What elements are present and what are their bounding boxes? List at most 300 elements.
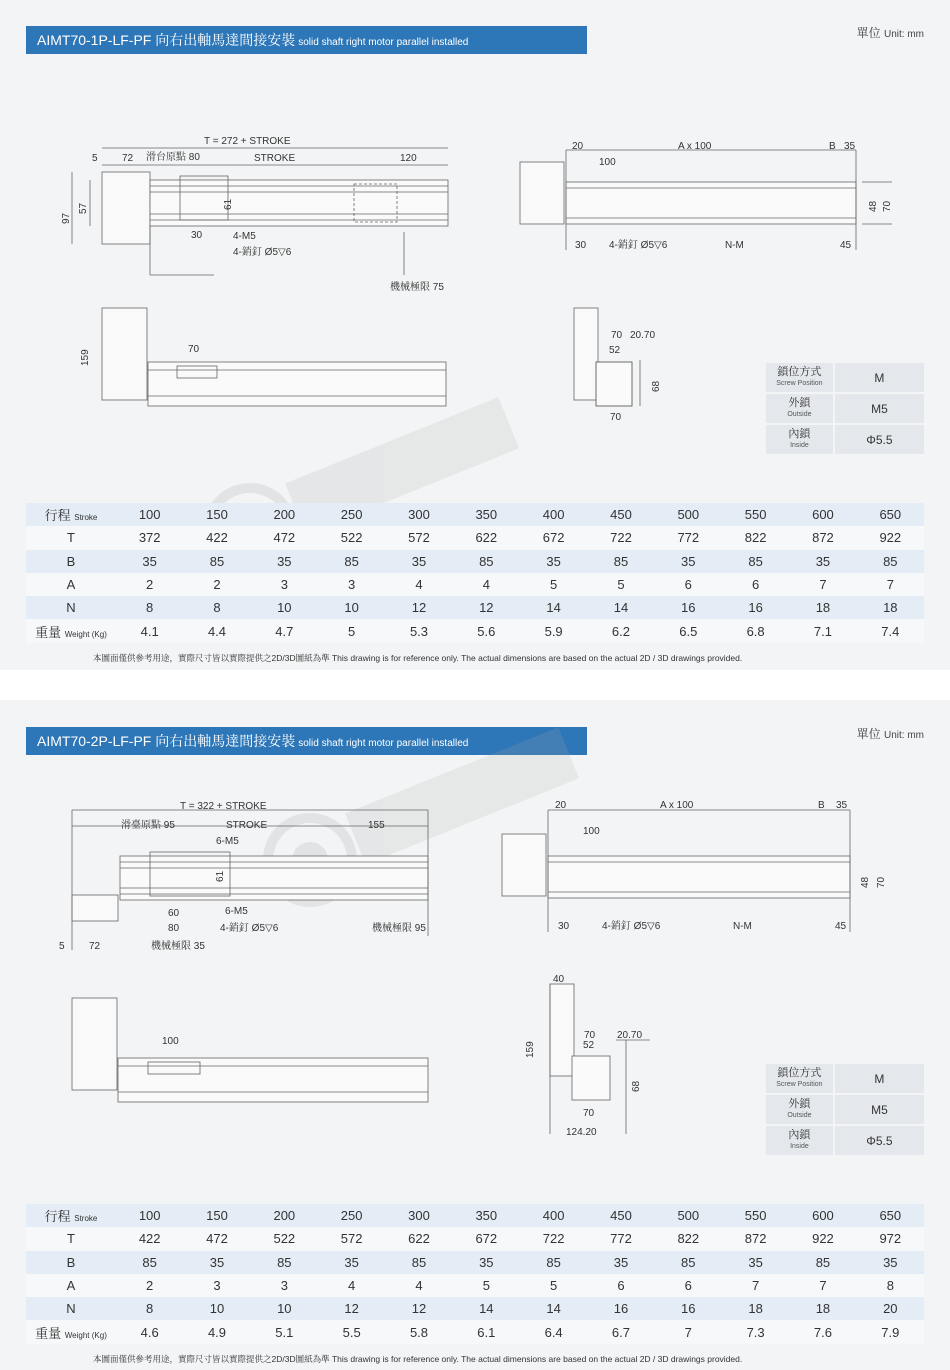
spec-cell: 622 xyxy=(385,1227,452,1250)
dim-end-70: 70 xyxy=(584,1030,596,1041)
spec-cell: 522 xyxy=(318,526,385,549)
spec-cell: 8 xyxy=(116,1297,183,1320)
dim-6-m5: 6-M5 xyxy=(216,836,239,847)
spec-cell: 6.7 xyxy=(587,1320,654,1343)
screw-row xyxy=(766,394,924,423)
dim-side-100: 100 xyxy=(162,1036,179,1047)
screw-label-en: Inside xyxy=(790,441,809,449)
dim-5: 5 xyxy=(92,153,98,164)
spec-cell: 4 xyxy=(385,1274,452,1297)
spec-cell: 4.6 xyxy=(116,1320,183,1343)
spec-row-header xyxy=(26,1251,116,1274)
screw-label-en: Outside xyxy=(787,410,812,418)
spec-cell: 5 xyxy=(587,573,654,596)
dim-t-formula: T = 272 + STROKE xyxy=(204,136,291,147)
spec-cell: 6.2 xyxy=(587,619,654,642)
screw-value: M5 xyxy=(833,394,924,423)
spec-cell: 85 xyxy=(453,550,520,573)
spec-cell: 672 xyxy=(453,1227,520,1250)
spec-cell: 7 xyxy=(857,573,924,596)
spec-cell: 20 xyxy=(857,1297,924,1320)
screw-value: M xyxy=(833,1064,924,1093)
spec-cell: 6.1 xyxy=(453,1320,520,1343)
spec-row-header xyxy=(26,1274,116,1297)
dim-r-35: 35 xyxy=(844,141,856,152)
dim-end-40: 40 xyxy=(553,974,565,985)
screw-value: Φ5.5 xyxy=(833,1126,924,1155)
spec-cell: 35 xyxy=(587,1251,654,1274)
screw-label xyxy=(766,425,833,454)
unit-zh: 單位 xyxy=(856,727,881,741)
dim-5: 5 xyxy=(59,941,65,952)
screw-value: M xyxy=(833,363,924,392)
side-view xyxy=(72,998,428,1102)
spec-cell: 7 xyxy=(789,1274,856,1297)
spec-row-header-zh: A xyxy=(66,1278,76,1294)
spec-cell: 8 xyxy=(857,1274,924,1297)
spec-cell: 550 xyxy=(722,1204,789,1227)
dim-120: 120 xyxy=(400,153,417,164)
spec-cell: 472 xyxy=(251,526,318,549)
side-view xyxy=(102,308,446,406)
spec-cell: 400 xyxy=(520,503,587,526)
dim-57: 57 xyxy=(78,202,89,214)
spec-cell: 85 xyxy=(520,1251,587,1274)
spec-table xyxy=(26,503,924,643)
spec-row-header-zh: T xyxy=(67,530,75,546)
spec-row xyxy=(26,619,924,642)
dim-97: 97 xyxy=(61,212,72,224)
screw-label-en: Inside xyxy=(790,1142,809,1150)
spec-row-header-zh: 行程 xyxy=(44,1209,71,1225)
spec-row-header xyxy=(26,619,116,642)
dim-nm: N-M xyxy=(733,921,752,932)
spec-cell: 4 xyxy=(453,573,520,596)
spec-cell: 450 xyxy=(587,503,654,526)
end-view xyxy=(550,984,650,1134)
unit-zh: 單位 xyxy=(856,26,881,40)
spec-cell: 772 xyxy=(655,526,722,549)
spec-cell: 872 xyxy=(789,526,856,549)
spec-cell: 300 xyxy=(385,1204,452,1227)
spec-cell: 4.1 xyxy=(116,619,183,642)
front-view xyxy=(502,810,850,932)
spec-cell: 14 xyxy=(453,1297,520,1320)
dim-61: 61 xyxy=(215,870,226,882)
dim-mech-limit-35: 機械極限 35 xyxy=(151,941,205,952)
spec-cell: 85 xyxy=(587,550,654,573)
spec-cell: 35 xyxy=(183,1251,250,1274)
spec-cell: 85 xyxy=(318,550,385,573)
spec-cell: 5.1 xyxy=(251,1320,318,1343)
spec-cell: 35 xyxy=(520,550,587,573)
screw-row xyxy=(766,1064,924,1093)
spec-cell: 85 xyxy=(116,1251,183,1274)
dim-r-30: 30 xyxy=(558,921,570,932)
spec-cell: 572 xyxy=(318,1227,385,1250)
spec-cell: 7.6 xyxy=(789,1320,856,1343)
spec-cell: 100 xyxy=(116,503,183,526)
spec-cell: 7 xyxy=(655,1320,722,1343)
spec-row-header-zh: N xyxy=(66,600,76,616)
screw-position-table xyxy=(766,361,924,456)
spec-cell: 7.4 xyxy=(857,619,924,642)
spec-cell: 16 xyxy=(722,596,789,619)
spec-row-header-zh: A xyxy=(66,577,76,593)
spec-cell: 650 xyxy=(857,503,924,526)
spec-cell: 6 xyxy=(655,1274,722,1297)
spec-cell: 7 xyxy=(789,573,856,596)
spec-row-header xyxy=(26,573,116,596)
dim-80: 80 xyxy=(168,923,180,934)
disclaimer-note: 本圖面僅供參考用途，實際尺寸皆以實際提供之2D/3D圖紙為準 This drawing is for reference only. The actual dimensions are based on the actual 2D / 3D drawings provided. xyxy=(93,653,743,663)
spec-row-header xyxy=(26,596,116,619)
spec-cell: 4.7 xyxy=(251,619,318,642)
spec-cell: 85 xyxy=(183,550,250,573)
spec-row-header-zh: N xyxy=(66,1301,76,1317)
spec-row xyxy=(26,1227,924,1250)
spec-cell: 4 xyxy=(385,573,452,596)
spec-cell: 500 xyxy=(655,503,722,526)
dim-stroke: STROKE xyxy=(254,153,296,164)
spec-row xyxy=(26,526,924,549)
dim-r-pin: 4-銷釘 Ø5▽6 xyxy=(609,240,668,251)
spec-cell: 12 xyxy=(453,596,520,619)
spec-row-header-en: Stroke xyxy=(74,1214,98,1224)
spec-row-header xyxy=(26,550,116,573)
spec-row-header xyxy=(26,1320,116,1343)
spec-cell: 350 xyxy=(453,503,520,526)
dim-slider-origin: 滑台原點 80 xyxy=(146,152,200,163)
spec-cell: 722 xyxy=(520,1227,587,1250)
spec-cell: 600 xyxy=(789,503,856,526)
spec-cell: 150 xyxy=(183,503,250,526)
spec-cell: 200 xyxy=(251,503,318,526)
spec-cell: 5 xyxy=(453,1274,520,1297)
screw-label-en: Screw Position xyxy=(776,1080,823,1088)
dim-side-70: 70 xyxy=(188,344,200,355)
spec-cell: 35 xyxy=(116,550,183,573)
dim-mech-limit: 機械極限 75 xyxy=(390,282,444,293)
dim-61: 61 xyxy=(223,198,234,210)
spec-cell: 7.3 xyxy=(722,1320,789,1343)
screw-label xyxy=(766,1095,833,1124)
spec-cell: 12 xyxy=(385,596,452,619)
spec-cell: 822 xyxy=(655,1227,722,1250)
spec-cell: 18 xyxy=(789,1297,856,1320)
spec-cell: 400 xyxy=(520,1204,587,1227)
spec-cell: 2 xyxy=(116,573,183,596)
spec-cell: 10 xyxy=(183,1297,250,1320)
dim-end-12420: 124.20 xyxy=(566,1127,597,1138)
spec-row xyxy=(26,1297,924,1320)
spec-cell: 572 xyxy=(385,526,452,549)
dim-nm: N-M xyxy=(725,240,744,251)
spec-cell: 35 xyxy=(251,550,318,573)
screw-label-en: Screw Position xyxy=(776,379,823,387)
dim-r-100: 100 xyxy=(599,157,616,168)
dim-end-52: 52 xyxy=(609,345,621,356)
spec-cell: 422 xyxy=(183,526,250,549)
spec-cell: 3 xyxy=(251,1274,318,1297)
spec-row xyxy=(26,596,924,619)
spec-cell: 672 xyxy=(520,526,587,549)
dim-r-45: 45 xyxy=(835,921,847,932)
spec-cell: 150 xyxy=(183,1204,250,1227)
spec-cell: 822 xyxy=(722,526,789,549)
dim-60: 60 xyxy=(168,908,180,919)
spec-row-header xyxy=(26,1204,116,1227)
spec-cell: 85 xyxy=(789,1251,856,1274)
spec-row-header-en: Stroke xyxy=(74,513,98,523)
spec-cell: 14 xyxy=(520,596,587,619)
dim-r-pin: 4-銷釘 Ø5▽6 xyxy=(602,921,661,932)
spec-cell: 2 xyxy=(116,1274,183,1297)
spec-cell: 5.9 xyxy=(520,619,587,642)
screw-label-zh: 鎖位方式 xyxy=(777,365,822,378)
dim-155: 155 xyxy=(368,820,385,831)
dim-end-159: 159 xyxy=(525,1041,536,1058)
spec-cell: 85 xyxy=(251,1251,318,1274)
spec-cell: 35 xyxy=(655,550,722,573)
dim-stroke: STROKE xyxy=(226,820,268,831)
spec-row-header-zh: 重量 xyxy=(35,624,62,640)
dim-r-20: 20 xyxy=(572,141,584,152)
spec-cell: 500 xyxy=(655,1204,722,1227)
dim-side-159: 159 xyxy=(80,349,91,366)
title-sub: solid shaft right motor parallel installed xyxy=(298,37,469,48)
spec-row xyxy=(26,1251,924,1274)
spec-cell: 550 xyxy=(722,503,789,526)
screw-label-zh: 內鎖 xyxy=(788,427,811,440)
title-main: AIMT70-2P-LF-PF 向右出軸馬達間接安裝 xyxy=(37,733,296,749)
spec-cell: 12 xyxy=(318,1297,385,1320)
dim-t-formula: T = 322 + STROKE xyxy=(180,801,267,812)
spec-cell: 12 xyxy=(385,1297,452,1320)
spec-cell: 872 xyxy=(722,1227,789,1250)
spec-cell: 600 xyxy=(789,1204,856,1227)
spec-cell: 10 xyxy=(251,596,318,619)
dim-30: 30 xyxy=(191,230,203,241)
end-view xyxy=(574,308,640,406)
dim-r-45: 45 xyxy=(840,240,852,251)
spec-cell: 14 xyxy=(520,1297,587,1320)
screw-row xyxy=(766,425,924,454)
dim-end-2070: 20.70 xyxy=(617,1030,643,1041)
spec-cell: 250 xyxy=(318,1204,385,1227)
section-1 xyxy=(0,0,950,670)
dim-b: B xyxy=(818,800,825,811)
screw-position-table xyxy=(766,1062,924,1157)
dim-end-70b: 70 xyxy=(610,412,622,423)
spec-cell: 4.4 xyxy=(183,619,250,642)
spec-cell: 3 xyxy=(251,573,318,596)
dim-72: 72 xyxy=(89,941,101,952)
spec-cell: 85 xyxy=(722,550,789,573)
spec-row xyxy=(26,573,924,596)
title-main: AIMT70-1P-LF-PF 向右出軸馬達間接安裝 xyxy=(37,32,296,48)
spec-cell: 5 xyxy=(520,573,587,596)
spec-row xyxy=(26,1274,924,1297)
unit-en: Unit: mm xyxy=(884,29,924,40)
spec-cell: 522 xyxy=(251,1227,318,1250)
spec-cell: 35 xyxy=(722,1251,789,1274)
spec-cell: 3 xyxy=(318,573,385,596)
spec-cell: 35 xyxy=(857,1251,924,1274)
spec-cell: 6.8 xyxy=(722,619,789,642)
spec-cell: 5.5 xyxy=(318,1320,385,1343)
spec-cell: 450 xyxy=(587,1204,654,1227)
dim-r-100: 100 xyxy=(583,826,600,837)
disclaimer-note: 本圖面僅供參考用途，實際尺寸皆以實際提供之2D/3D圖紙為準 This drawing is for reference only. The actual dimensions are based on the actual 2D / 3D drawings provided. xyxy=(93,1354,743,1364)
dim-b: B xyxy=(829,141,836,152)
spec-row-header-zh: B xyxy=(66,1254,76,1270)
spec-cell: 35 xyxy=(789,550,856,573)
dim-r-70: 70 xyxy=(876,876,887,888)
spec-cell: 4.9 xyxy=(183,1320,250,1343)
spec-cell: 7 xyxy=(722,1274,789,1297)
dim-r-48: 48 xyxy=(860,876,871,888)
dim-end-70b: 70 xyxy=(583,1108,595,1119)
spec-cell: 772 xyxy=(587,1227,654,1250)
spec-cell: 7.1 xyxy=(789,619,856,642)
dim-pin: 4-銷釘 Ø5▽6 xyxy=(233,247,292,258)
spec-cell: 372 xyxy=(116,526,183,549)
spec-cell: 2 xyxy=(183,573,250,596)
dim-4-m5: 4-M5 xyxy=(233,231,256,242)
screw-label xyxy=(766,394,833,423)
dim-pin: 4-銷釘 Ø5▽6 xyxy=(220,923,279,934)
dim-72: 72 xyxy=(122,153,134,164)
spec-cell: 35 xyxy=(453,1251,520,1274)
dim-6-m5b: 6-M5 xyxy=(225,906,248,917)
spec-row xyxy=(26,1320,924,1343)
spec-row-header-zh: B xyxy=(66,553,76,569)
spec-row-header xyxy=(26,526,116,549)
spec-cell: 5 xyxy=(520,1274,587,1297)
spec-cell: 35 xyxy=(385,550,452,573)
dim-end-52: 52 xyxy=(583,1040,595,1051)
screw-label xyxy=(766,1064,833,1093)
spec-row-header-zh: 重量 xyxy=(35,1325,62,1341)
spec-cell: 622 xyxy=(453,526,520,549)
spec-cell: 16 xyxy=(655,1297,722,1320)
spec-cell: 3 xyxy=(183,1274,250,1297)
screw-label-zh: 外鎖 xyxy=(788,1097,811,1110)
section-2 xyxy=(0,700,950,1370)
screw-row xyxy=(766,1126,924,1155)
spec-cell: 85 xyxy=(385,1251,452,1274)
spec-table xyxy=(26,1204,924,1344)
spec-cell: 5 xyxy=(318,619,385,642)
spec-cell: 100 xyxy=(116,1204,183,1227)
spec-cell: 18 xyxy=(722,1297,789,1320)
dim-a-x-100: A x 100 xyxy=(660,800,694,811)
dim-r-70: 70 xyxy=(882,200,893,212)
dim-mech-limit-95: 機械極限 95 xyxy=(372,923,426,934)
spec-cell: 16 xyxy=(587,1297,654,1320)
screw-row xyxy=(766,363,924,392)
spec-cell: 6 xyxy=(655,573,722,596)
screw-label xyxy=(766,1126,833,1155)
spec-cell: 18 xyxy=(857,596,924,619)
spec-cell: 650 xyxy=(857,1204,924,1227)
dim-r-30: 30 xyxy=(575,240,587,251)
spec-cell: 6.4 xyxy=(520,1320,587,1343)
dim-end-70: 70 xyxy=(611,330,623,341)
screw-label-zh: 外鎖 xyxy=(788,396,811,409)
spec-row xyxy=(26,550,924,573)
spec-cell: 972 xyxy=(857,1227,924,1250)
spec-cell: 35 xyxy=(318,1251,385,1274)
spec-cell: 14 xyxy=(587,596,654,619)
screw-row xyxy=(766,1095,924,1124)
dim-r-48: 48 xyxy=(868,200,879,212)
spec-cell: 18 xyxy=(789,596,856,619)
dim-a-x-100: A x 100 xyxy=(678,141,712,152)
spec-row-header xyxy=(26,503,116,526)
spec-cell: 8 xyxy=(116,596,183,619)
dim-end-68: 68 xyxy=(651,380,662,392)
screw-label xyxy=(766,363,833,392)
spec-cell: 722 xyxy=(587,526,654,549)
spec-row-header-zh: 行程 xyxy=(44,508,71,524)
spec-cell: 422 xyxy=(116,1227,183,1250)
title-sub: solid shaft right motor parallel installed xyxy=(298,738,469,749)
spec-cell: 350 xyxy=(453,1204,520,1227)
dim-end-2070: 20.70 xyxy=(630,330,656,341)
spec-cell: 7.9 xyxy=(857,1320,924,1343)
spec-cell: 85 xyxy=(857,550,924,573)
spec-cell: 4 xyxy=(318,1274,385,1297)
spec-cell: 16 xyxy=(655,596,722,619)
screw-label-en: Outside xyxy=(787,1111,812,1119)
spec-row xyxy=(26,503,924,526)
spec-cell: 200 xyxy=(251,1204,318,1227)
front-view xyxy=(520,150,892,250)
spec-cell: 6.5 xyxy=(655,619,722,642)
spec-cell: 5.6 xyxy=(453,619,520,642)
screw-label-zh: 內鎖 xyxy=(788,1128,811,1141)
spec-cell: 472 xyxy=(183,1227,250,1250)
dim-r-20: 20 xyxy=(555,800,567,811)
dim-end-68: 68 xyxy=(631,1080,642,1092)
screw-value: M5 xyxy=(833,1095,924,1124)
screw-label-zh: 鎖位方式 xyxy=(777,1066,822,1079)
spec-row-header-zh: T xyxy=(67,1231,75,1247)
spec-cell: 8 xyxy=(183,596,250,619)
spec-row-header xyxy=(26,1227,116,1250)
unit-en: Unit: mm xyxy=(884,730,924,741)
spec-cell: 5.8 xyxy=(385,1320,452,1343)
spec-row xyxy=(26,1204,924,1227)
spec-row-header-en: Weight (Kg) xyxy=(64,1330,107,1340)
spec-cell: 10 xyxy=(251,1297,318,1320)
spec-cell: 922 xyxy=(857,526,924,549)
spec-cell: 85 xyxy=(655,1251,722,1274)
spec-cell: 300 xyxy=(385,503,452,526)
spec-cell: 6 xyxy=(722,573,789,596)
spec-row-header-en: Weight (Kg) xyxy=(64,629,107,639)
spec-cell: 5.3 xyxy=(385,619,452,642)
spec-cell: 250 xyxy=(318,503,385,526)
spec-row-header xyxy=(26,1297,116,1320)
spec-cell: 10 xyxy=(318,596,385,619)
screw-value: Φ5.5 xyxy=(833,425,924,454)
spec-cell: 922 xyxy=(789,1227,856,1250)
dim-slider-origin: 滑臺原點 95 xyxy=(121,820,175,831)
dim-r-35: 35 xyxy=(836,800,848,811)
